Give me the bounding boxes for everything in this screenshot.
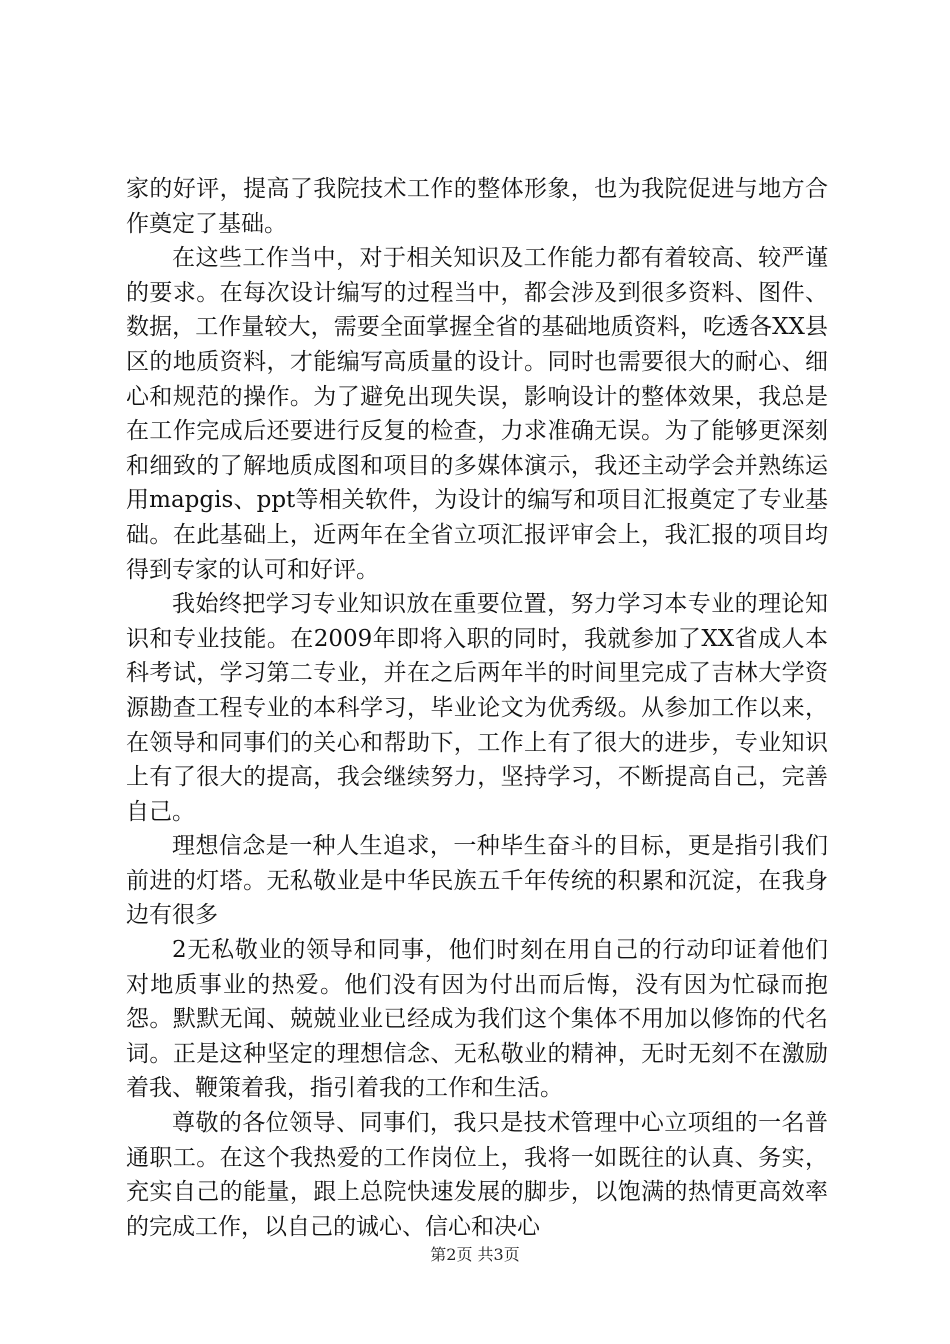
paragraph-5: 2无私敬业的领导和同事，他们时刻在用自己的行动印证着他们对地质事业的热爱。他们没有因为付出而后悔，没有因为忙碌而抱怨。默默无闻、兢兢业业已经成为我们这个集体不用加以修饰的代名词。正是这种坚定的理想信念、无私敬业的精神，无时无刻不在激励着我、鞭策着我，指引着我的工作和生活。 xyxy=(126,937,828,1102)
page-number-label: 第2页 共3页 xyxy=(430,1245,520,1264)
paragraph-3: 我始终把学习专业知识放在重要位置，努力学习本专业的理论知识和专业技能。在2009年即将入职的同时，我就参加了XX省成人本科考试，学习第二专业，并在之后两年半的时间里完成了吉林大学资源勘查工程专业的本科学习，毕业论文为优秀级。从参加工作以来，在领导和同事们的关心和帮助下，工作上有了很大的进步，专业知识上有了很大的提高，我会继续努力，坚持学习，不断提高自己，完善自己。 xyxy=(126,591,828,825)
paragraph-6: 尊敬的各位领导、同事们，我只是技术管理中心立项组的一名普通职工。在这个我热爱的工作岗位上，我将一如既往的认真、务实，充实自己的能量，跟上总院快速发展的脚步，以饱满的热情更高效率的完成工作，以自己的诚心、信心和决心 xyxy=(126,1110,828,1240)
paragraph-4: 理想信念是一种人生追求，一种毕生奋斗的目标，更是指引我们前进的灯塔。无私敬业是中华民族五千年传统的积累和沉淀，在我身边有很多 xyxy=(126,833,828,929)
document-body xyxy=(126,172,828,1244)
page-footer xyxy=(0,1244,950,1266)
paragraph-2: 在这些工作当中，对于相关知识及工作能力都有着较高、较严谨的要求。在每次设计编写的过程当中，都会涉及到很多资料、图件、数据，工作量较大，需要全面掌握全省的基础地质资料，吃透各XX县区的地质资料，才能编写高质量的设计。同时也需要很大的耐心、细心和规范的操作。为了避免出现失误，影响设计的整体效果，我总是在工作完成后还要进行反复的检查，力求准确无误。为了能够更深刻和细致的了解地质成图和项目的多媒体演示，我还主动学会并熟练运用mapgis、ppt等相关软件，为设计的编写和项目汇报奠定了专业基础。在此基础上，近两年在全省立项汇报评审会上，我汇报的项目均得到专家的认可和好评。 xyxy=(126,245,828,583)
paragraph-1: 家的好评，提高了我院技术工作的整体形象，也为我院促进与地方合作奠定了基础。 xyxy=(126,176,828,237)
